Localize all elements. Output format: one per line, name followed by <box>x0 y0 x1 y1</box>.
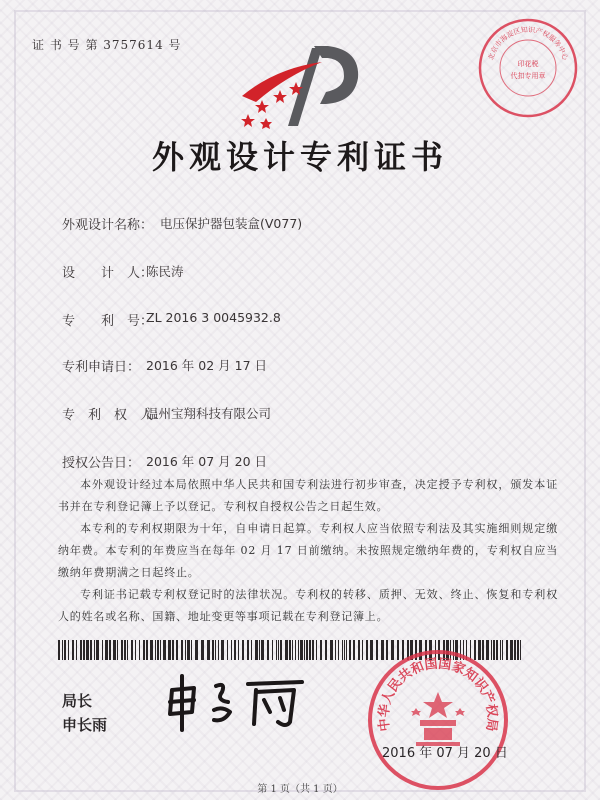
barcode-bar <box>168 640 171 660</box>
barcode-bar <box>261 640 264 660</box>
barcode-bar <box>520 640 521 660</box>
barcode-bar <box>325 640 327 660</box>
body-paragraph-3: 专利证书记载专利权登记时的法律状况。专利权的转移、质押、无效、终止、恢复和专利权人的姓名或名称、国籍、地址变更等事项记载在专利登记簿上。 <box>58 588 558 623</box>
barcode-bar <box>316 640 317 660</box>
barcode-bar <box>127 640 128 660</box>
barcode-bar <box>227 640 228 660</box>
barcode-bar <box>278 640 279 660</box>
barcode-bar <box>238 640 239 660</box>
barcode-bar <box>155 640 156 660</box>
designer-label: 设 计 人： <box>62 266 154 281</box>
barcode-bar <box>306 640 308 660</box>
barcode-bar <box>280 640 282 660</box>
barcode-bar <box>80 640 82 660</box>
barcode-bar <box>102 640 103 660</box>
barcode-bar <box>272 640 273 660</box>
barcode-bar <box>135 640 136 660</box>
barcode-bar <box>215 640 216 660</box>
barcode-bar <box>191 640 192 660</box>
application-date-value: 2016 年 02 月 17 日 <box>146 358 267 373</box>
barcode-bar <box>76 640 77 660</box>
barcode-bar <box>195 640 198 660</box>
barcode-bar <box>255 640 258 660</box>
grant-date-value: 2016 年 07 月 20 日 <box>146 454 267 469</box>
barcode-bar <box>335 640 336 660</box>
barcode-bar <box>234 640 236 660</box>
grant-date-label: 授权公告日： <box>62 456 141 471</box>
barcode-bar <box>221 640 224 660</box>
barcode-bar <box>295 640 296 660</box>
director-title: 局长 <box>62 692 93 710</box>
barcode-bar <box>64 640 66 660</box>
barcode-bar <box>90 640 92 660</box>
barcode-bar <box>267 640 269 660</box>
barcode-bar <box>517 640 519 660</box>
svg-text:代扣专用章: 代扣专用章 <box>510 72 546 80</box>
body-paragraph-2: 本专利的专利权期限为十年，自申请日起算。专利权人应当依照专利法及其实施细则规定缴纳年费。本专利的年费应当在每年 02 月 17 日前缴纳。未按照规定缴纳年费的，专利权自应当缴纳年费期满之日起终止。 <box>58 522 558 579</box>
barcode-bar <box>342 640 343 660</box>
barcode-bar <box>362 640 363 660</box>
barcode-bar <box>86 640 89 660</box>
barcode-bar <box>113 640 116 660</box>
barcode-bar <box>292 640 293 660</box>
director-signature <box>160 672 310 734</box>
barcode-bar <box>218 640 219 660</box>
barcode-bar <box>58 640 60 660</box>
barcode-bar <box>304 640 305 660</box>
barcode-bar <box>344 640 345 660</box>
barcode-bar <box>139 640 140 660</box>
body-paragraph-1: 本外观设计经过本局依照中华人民共和国专利法进行初步审查，决定授予专利权，颁发本证书并在专利登记簿上予以登记。专利权自授权公告之日起生效。 <box>58 478 558 513</box>
patent-number-value: ZL 2016 3 0045932.8 <box>146 310 281 325</box>
barcode-bar <box>176 640 178 660</box>
barcode-bar <box>185 640 186 660</box>
seal-date: 2016 年 07 月 20 日 <box>382 746 508 761</box>
barcode-bar <box>94 640 95 660</box>
barcode-bar <box>251 640 252 660</box>
barcode-bar <box>338 640 339 660</box>
barcode-bar <box>72 640 74 660</box>
page-number: 第 1 页（共 1 页） <box>257 784 343 795</box>
barcode-bar <box>242 640 244 660</box>
barcode-bar <box>358 640 360 660</box>
patent-number-label: 专 利 号： <box>62 314 154 329</box>
barcode-bar <box>285 640 288 660</box>
barcode-bar <box>150 640 153 660</box>
barcode-bar <box>201 640 204 660</box>
barcode-bar <box>298 640 299 660</box>
sipo-logo-icon <box>236 40 376 130</box>
barcode-bar <box>62 640 63 660</box>
barcode-bar <box>187 640 190 660</box>
design-name-value: 电压保护器包装盒(V077) <box>160 216 303 231</box>
barcode-bar <box>300 640 303 660</box>
application-date-label: 专利申请日： <box>62 360 141 375</box>
barcode-bar <box>83 640 85 660</box>
barcode-bar <box>96 640 99 660</box>
barcode-bar <box>247 640 249 660</box>
svg-text:北京市海淀区知识产权服务中心: 北京市海淀区知识产权服务中心 <box>486 25 570 62</box>
tax-stamp-top <box>476 16 580 120</box>
certificate-number: 证 书 号 第 3757614 号 <box>32 38 182 52</box>
barcode-bar <box>231 640 232 660</box>
barcode-bar <box>117 640 118 660</box>
barcode-bar <box>163 640 166 660</box>
design-name-label: 外观设计名称： <box>62 218 154 233</box>
barcode-bar <box>124 640 126 660</box>
director-name: 申长雨 <box>62 716 108 734</box>
barcode-bar <box>353 640 355 660</box>
barcode-bar <box>172 640 174 660</box>
svg-text:印花税: 印花税 <box>517 60 539 68</box>
svg-text:中华人民共和国国家知识产权局: 中华人民共和国国家知识产权局 <box>376 656 500 733</box>
barcode-bar <box>105 640 108 660</box>
barcode-bar <box>131 640 133 660</box>
barcode-bar <box>330 640 333 660</box>
barcode-bar <box>312 640 314 660</box>
sipo-official-seal <box>366 648 510 792</box>
barcode-bar <box>146 640 148 660</box>
barcode-bar <box>309 640 311 660</box>
barcode-bar <box>109 640 111 660</box>
patentee-label: 专 利 权 人： <box>62 408 167 423</box>
barcode-bar <box>121 640 123 660</box>
designer-value: 陈民涛 <box>146 264 184 279</box>
barcode-bar <box>68 640 69 660</box>
barcode-bar <box>212 640 214 660</box>
certificate-title: 外观设计专利证书 <box>151 138 448 176</box>
barcode-bar <box>289 640 291 660</box>
barcode-bar <box>207 640 210 660</box>
barcode-bar <box>514 640 516 660</box>
barcode-bar <box>510 640 513 660</box>
barcode-bar <box>346 640 347 660</box>
barcode-bar <box>259 640 260 660</box>
barcode-bar <box>157 640 159 660</box>
barcode-bar <box>160 640 161 660</box>
patentee-value: 温州宝翔科技有限公司 <box>146 406 272 421</box>
barcode-bar <box>181 640 183 660</box>
barcode-bar <box>349 640 351 660</box>
barcode-bar <box>143 640 145 660</box>
barcode-bar <box>276 640 277 660</box>
barcode-bar <box>320 640 322 660</box>
